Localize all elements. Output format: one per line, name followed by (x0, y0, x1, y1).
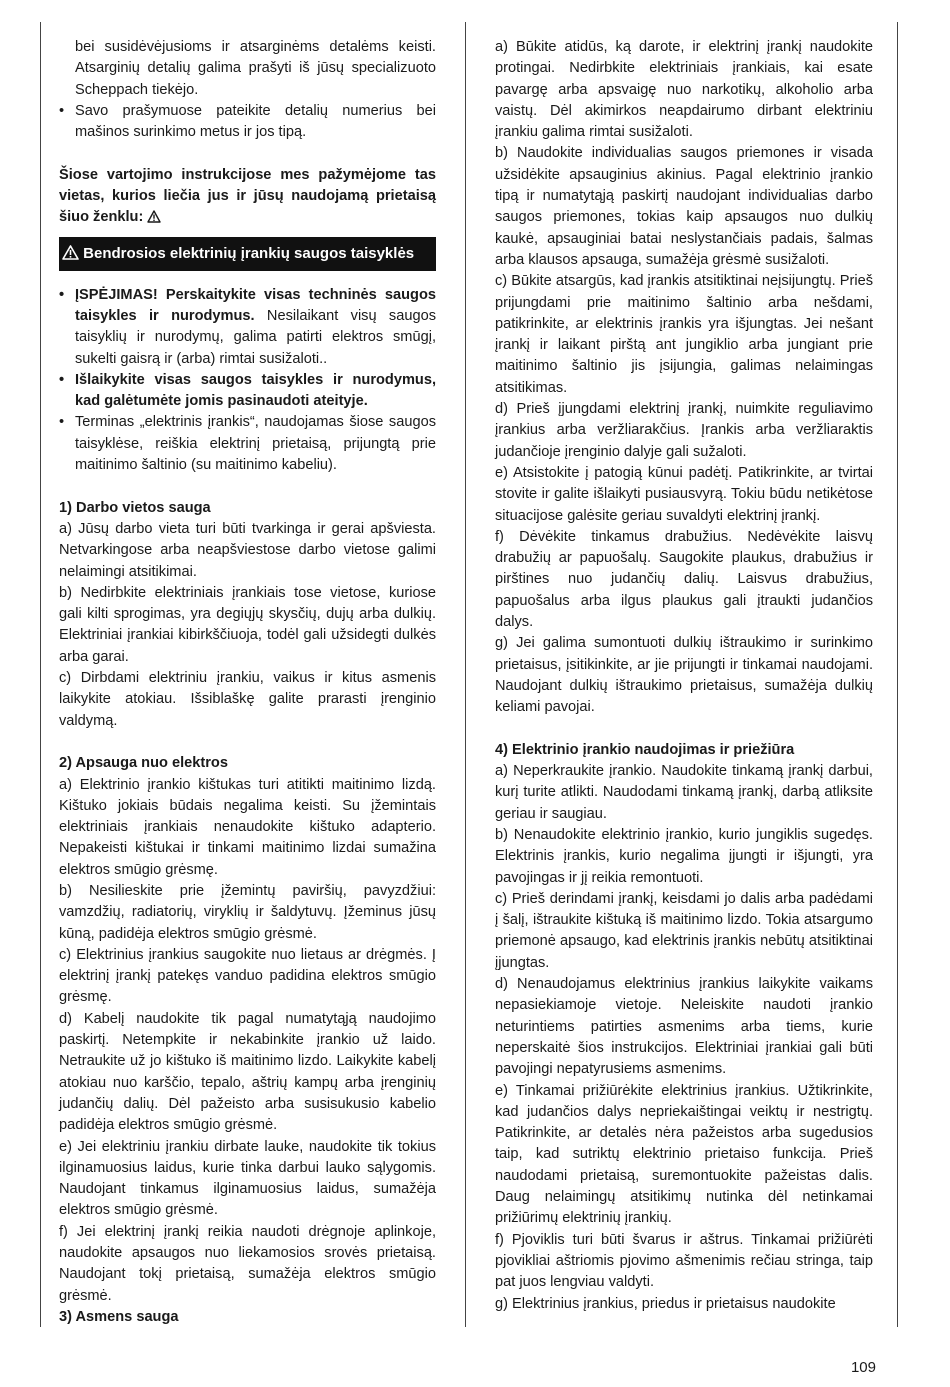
paragraph: d) Kabelį naudokite tik pagal numatytąją naudojimo paskirtį. Netempkite ir nekabinkite įrankio už laido. Netraukite už jo kištuko iš maitinimo lizdo. Laikykite kabelį atokiau nuo karščio, tepalo, aštrių kampų arba įrenginių judančių dalių. Dėl pažeisto arba susisukusio kabelio padidėja elektros smūgio grėsmė. (59, 1010, 436, 1134)
section-heading: 2) Apsauga nuo elektros (59, 755, 228, 772)
left-column (59, 37, 436, 1328)
paragraph: e) Atsistokite į patogią kūnui padėtį. Patikrinkite, ar tvirtai stovite ir galite išlaikyti pusiausvyrą. Tokiu būdu netikėtose situacijose galėsite geriau suvaldyti elektrinį įrankį. (495, 464, 873, 524)
bullet-dot: • (59, 414, 65, 431)
paragraph: b) Nenaudokite elektrinio įrankio, kurio jungiklis sugedęs. Elektrinis įrankis, kurio negalima įjungti ir išjungti, yra pavojingas ir jį reikia remontuoti. (495, 826, 873, 886)
warning-triangle-icon (147, 210, 161, 223)
section-heading: 3) Asmens sauga (59, 1308, 179, 1325)
paragraph: d) Prieš įjungdami elektrinį įrankį, nuimkite reguliavimo įrankius arba veržliarakčius. Įrankis arba veržliaraktis judančioje įrenginio dalyje gali sužaloti. (495, 401, 873, 460)
paragraph: a) Būkite atidūs, ką darote, ir elektrinį įrankį naudokite protingai. Nedirbkite elektriniais įrankiais, kai esate pavargę arba apsvaigę nuo narkotikų, alkoholio arba vaistų. Dėl akimirkos neapdairumo dirbant elektriniu įrankiu galima rimtai susižaloti. (495, 39, 873, 141)
paragraph: d) Nenaudojamus elektrinius įrankius laikykite vaikams nepasiekiamoje vietoje. Neleiskite naudoti įrankio neturintiems patirties asmenims arba tiems, kurie neperskaitė šios instrukcijos. Elektriniai įrankiai gali būti pavojingi nepatyrusiems asmenims. (495, 976, 873, 1078)
list-item-text: Savo prašymuose pateikite detalių numerius bei mašinos surinkimo metus ir jos tipą. (75, 102, 436, 141)
paragraph: b) Nedirbkite elektriniais įrankiais tose vietose, kuriose gali kilti sprogimas, yra degiųjų skysčių, dujų arba dulkių. Elektriniai įrankiai kibirkščiuoja, todėl gali užsidegti dulkės arba garai. (59, 584, 436, 665)
warning-text: Nesilaikant visų saugos taisyklių ir nurodymų, galima patirti elektros smūgį, sukelti gaisrą ir (arba) rimtai susižaloti.. (75, 307, 436, 367)
right-column (495, 37, 873, 1315)
paragraph: f) Dėvėkite tinkamus drabužius. Nedėvėkite laisvų drabužių ar papuošalų. Saugokite plaukus, drabužius ir pirštines nuo judančių dalių. Laisvus drabužius, papuošalus arba ilgus plaukus gali įtraukti judančios dalys. (495, 528, 873, 631)
notice-text: Šiose vartojimo instrukcijose mes pažymėjome tas vietas, kurios liečia jus ir jūsų naudojamą prietaisą šiuo ženklu: (59, 166, 436, 226)
bullet-dot: • (59, 371, 65, 388)
paragraph: c) Prieš derindami įrankį, keisdami jo dalis arba padėdami į šalį, ištraukite kištuką iš maitinimo lizdo. Tokia atsargumo priemonė apsaugo, kad elektrinis įrankis nebūtų atsitiktinai įjungtas. (495, 890, 873, 971)
center-column-rule (465, 22, 466, 1327)
continued-paragraph: bei susidėvėjusioms ir atsarginėms detalėms keisti. Atsarginių detalių galima prašyti iš jūsų specializuoto Scheppach tiekėjo. (75, 39, 436, 98)
bullet-dot: • (59, 286, 65, 303)
warning-bold-text: ĮSPĖJIMAS! Perskaitykite visas techninės saugos taisykles ir nurodymus. (75, 286, 436, 324)
paragraph: b) Nesilieskite prie įžemintų paviršių, pavyzdžiui: vamzdžių, radiatorių, viryklių ir šaldytuvų. Įžeminus jūsų kūną, padidėja elektros smūgio grėsmė. (59, 882, 436, 942)
list-item (59, 101, 436, 144)
paragraph: e) Tinkamai prižiūrėkite elektrinius įrankius. Užtikrinkite, kad judančios dalys nepriekaištingai veiktų ir nestrigtų. Patikrinkite, ar detalės nėra pažeistos arba sugedusios taip, kad sutriktų elektrinio prietaiso funkcija. Prieš naudodami prietaisą, suremontuokite pažeistas dalis. Daug nelaimingų atsitikimų nutinka dėl netinkamai prižiūrimų elektrinių įrankių. (495, 1082, 873, 1227)
paragraph: e) Jei elektriniu įrankiu dirbate lauke, naudokite tik tokius ilginamuosius laidus, kurie tinka darbui lauko sąlygomis. Naudojant tinkamus ilginamuosius laidus, sumažėja elektros smūgio grėsmė. (59, 1138, 436, 1219)
paragraph: g) Elektrinius įrankius, priedus ir prietaisus naudokite (495, 1295, 836, 1312)
warning-bold-text: Išlaikykite visas saugos taisykles ir nurodymus, kad galėtumėte jomis pasinaudoti ateityje. (75, 371, 436, 410)
warning-triangle-icon (62, 245, 79, 260)
bullet-dot: • (59, 102, 65, 119)
paragraph: c) Būkite atsargūs, kad įrankis atsitiktinai neįsijungtų. Prieš prijungdami prie maitinimo šaltinio arba nešdami, patikrinkite, ar elektrinis įrankis yra išjungtas. Jei nešant įrankį ir laikant pirštą ant jungiklio arba jungiant prie maitinimo šaltinio jis įsijungia, galimas nelaimingas atsitikimas. (495, 273, 873, 396)
section-heading: 4) Elektrinio įrankio naudojimas ir priežiūra (495, 741, 795, 758)
page-number: 109 (850, 1359, 876, 1376)
notice-paragraph (59, 165, 436, 229)
section-heading: 1) Darbo vietos sauga (59, 499, 211, 516)
paragraph: g) Jei galima sumontuoti dulkių ištraukimo ir surinkimo prietaisus, įsitikinkite, ar jie prijungti ir tinkamai naudojami. Naudojant dulkių ištraukimo prietaisus, sumažėja dulkių keliami pavojai. (495, 635, 873, 716)
list-item (59, 370, 436, 413)
paragraph: f) Jei elektrinį įrankį reikia naudoti drėgnoje aplinkoje, naudokite apsaugos nuo liekamosios srovės prietaisą. Naudojant tokį prietaisą, sumažėja elektros smūgio grėsmė. (59, 1223, 436, 1304)
list-item (59, 285, 436, 370)
list-item-text: Terminas „elektrinis įrankis“, naudojamas šiose saugos taisyklėse, reiškia elektrinį prietaisą, prijungtą prie maitinimo šaltinio (su maitinimo kabeliu). (75, 414, 436, 474)
paragraph: c) Elektrinius įrankius saugokite nuo lietaus ar drėgmės. Į elektrinį įrankį patekęs vanduo padidina elektros smūgio grėsmę. (59, 946, 436, 1006)
paragraph: f) Pjoviklis turi būti švarus ir aštrus. Tinkamai prižiūrėti pjovikliai aštriomis pjovimo ašmenimis rečiau stringa, taip pat juos lengviau valdyti. (495, 1231, 873, 1291)
paragraph: a) Elektrinio įrankio kištukas turi atitikti maitinimo lizdą. Kištuko jokiais būdais negalima keisti. Su įžemintais elektriniais įrankiais nenaudokite kištuko adapterio. Nepakeisti kištukai ir tinkami maitinimo lizdai sumažina elektros smūgio grėsmę. (59, 776, 436, 878)
paragraph: a) Jūsų darbo vieta turi būti tvarkinga ir gerai apšviesta. Netvarkingose arba neapšviestose darbo vietose galimi nelaimingi atsitikimai. (59, 520, 436, 580)
section-warning-bar (59, 237, 436, 271)
left-margin-rule (40, 22, 41, 1327)
paragraph: a) Neperkraukite įrankio. Naudokite tinkamą įrankį darbui, kurį turite atlikti. Naudodami tinkamą įrankį, darbą atliksite geriau ir saugiau. (495, 763, 873, 822)
section-warning-title: Bendrosios elektrinių įrankių saugos taisyklės (83, 244, 415, 262)
right-margin-rule (897, 22, 898, 1327)
list-item (59, 412, 436, 476)
paragraph: b) Naudokite individualias saugos priemones ir visada užsidėkite apsauginius akinius. Pagal elektrinio įrankio tipą ir numatytąją paskirtį naudojant individualias darbo saugos priemones, tokias kaip apsaugos nuo dulkių kaukė, apsauginiai batai neslystančiais padais, šalmas arba klausos apsauga, sumažėja grėsmė susižaloti. (495, 145, 873, 268)
paragraph: c) Dirbdami elektriniu įrankiu, vaikus ir kitus asmenis laikykite atokiau. Išsiblaškę galite prarasti įrenginio valdymą. (59, 670, 436, 729)
